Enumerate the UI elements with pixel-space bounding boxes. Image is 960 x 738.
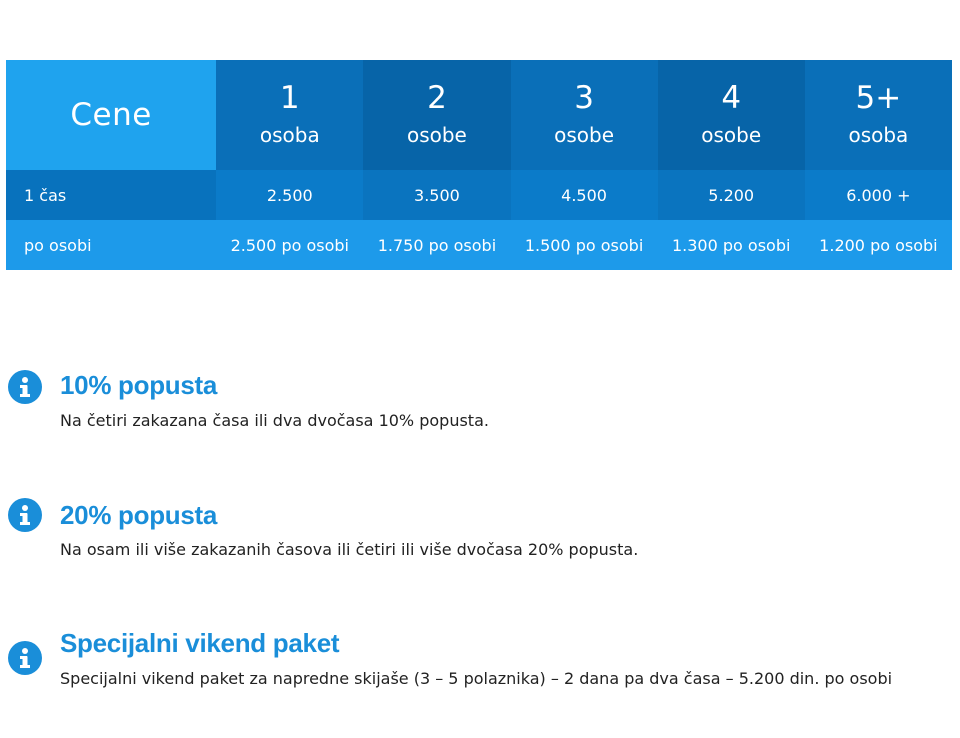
note-text: Na osam ili više zakazanih časova ili četiri ili više dvočasa 20% popusta.: [60, 540, 639, 559]
info-icon: [8, 370, 42, 404]
column-word: osoba: [259, 123, 320, 147]
table-cell: 1.300 po osobi: [658, 220, 805, 270]
column-header: [805, 60, 952, 170]
column-header: [658, 60, 805, 170]
note-title: 20% popusta: [60, 500, 218, 530]
column-word: osobe: [406, 123, 467, 147]
column-word: osoba: [848, 123, 909, 147]
note-title: 10% popusta: [60, 370, 218, 400]
note-text: Specijalni vikend paket za napredne skijaše (3 – 5 polaznika) – 2 dana pa dva časa – 5.200 din. po osobi: [60, 669, 893, 688]
discount-note: [8, 498, 948, 568]
column-number: 3: [574, 80, 594, 116]
table-cell: 5.200: [658, 170, 805, 220]
table-cell: 1.200 po osobi: [805, 220, 952, 270]
table-header-row: [6, 60, 952, 170]
info-icon: [8, 498, 42, 532]
table-row: [6, 170, 952, 220]
note-text: Na četiri zakazana časa ili dva dvočasa 10% popusta.: [60, 411, 489, 430]
note-title: Specijalni vikend paket: [60, 628, 340, 658]
column-word: osobe: [701, 123, 762, 147]
column-header: [216, 60, 363, 170]
row-label: 1 čas: [6, 170, 216, 220]
table-cell: 3.500: [363, 170, 510, 220]
column-word: osobe: [554, 123, 615, 147]
price-table: [6, 60, 952, 270]
column-number: 4: [721, 80, 742, 116]
discount-note: [8, 368, 948, 438]
column-number: 2: [427, 80, 447, 116]
table-row: [6, 220, 952, 270]
row-label: po osobi: [6, 220, 216, 270]
table-title: Cene: [6, 60, 216, 170]
table-cell: 4.500: [511, 170, 658, 220]
table-cell: 2.500: [216, 170, 363, 220]
column-number: 1: [279, 80, 300, 116]
table-cell: 2.500 po osobi: [216, 220, 363, 270]
column-number: 5+: [855, 80, 902, 116]
table-cell: 1.750 po osobi: [363, 220, 510, 270]
info-icon: [8, 641, 42, 675]
table-cell: 1.500 po osobi: [511, 220, 658, 270]
column-header: [363, 60, 510, 170]
column-header: [511, 60, 658, 170]
weekend-package-note: [8, 626, 948, 726]
table-cell: 6.000 +: [805, 170, 952, 220]
